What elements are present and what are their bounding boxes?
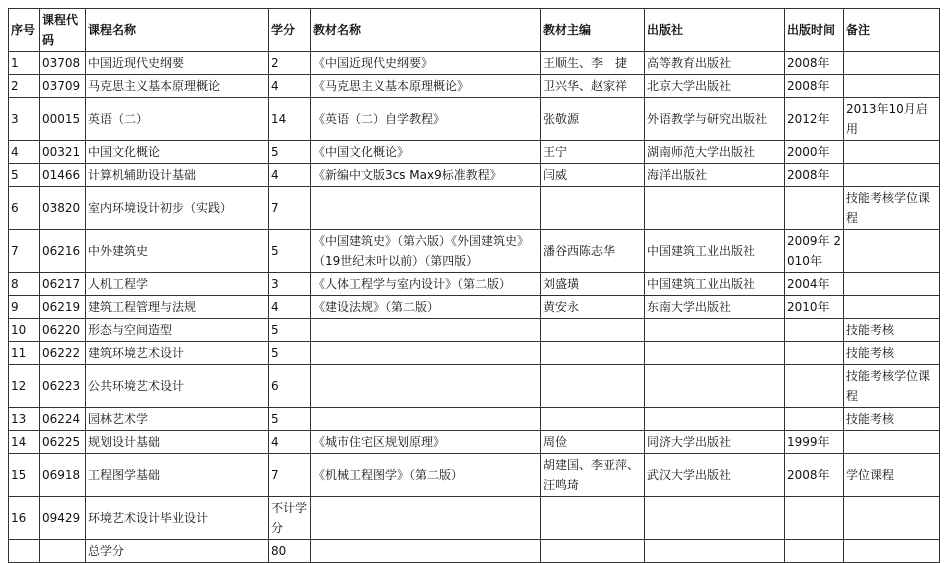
table-cell: 高等教育出版社	[645, 52, 785, 75]
table-cell: 《机械工程图学》（第二版）	[311, 454, 541, 497]
table-cell: 中外建筑史	[86, 230, 269, 273]
table-cell	[785, 497, 844, 540]
table-cell: 技能考核	[844, 408, 940, 431]
table-cell: 15	[9, 454, 40, 497]
table-cell: 湖南师范大学出版社	[645, 141, 785, 164]
table-cell: 12	[9, 365, 40, 408]
table-cell	[311, 497, 541, 540]
table-cell: 技能考核	[844, 319, 940, 342]
header-cell: 备注	[844, 9, 940, 52]
table-cell: 英语（二）	[86, 98, 269, 141]
table-cell	[785, 342, 844, 365]
table-cell: 3	[269, 273, 311, 296]
table-row	[9, 75, 940, 98]
table-cell: 2008年	[785, 52, 844, 75]
table-cell: 5	[9, 164, 40, 187]
table-cell	[844, 497, 940, 540]
table-cell: 14	[269, 98, 311, 141]
table-cell: 06220	[40, 319, 86, 342]
table-cell: 06225	[40, 431, 86, 454]
table-cell: 中国建筑工业出版社	[645, 273, 785, 296]
table-cell	[645, 408, 785, 431]
table-cell: 学位课程	[844, 454, 940, 497]
table-cell: 刘盛璜	[541, 273, 645, 296]
table-cell: 《建设法规》（第二版）	[311, 296, 541, 319]
table-cell: 《英语（二）自学教程》	[311, 98, 541, 141]
table-row	[9, 273, 940, 296]
table-row	[9, 296, 940, 319]
table-cell: 建筑环境艺术设计	[86, 342, 269, 365]
table-row	[9, 540, 940, 563]
table-cell: 06918	[40, 454, 86, 497]
table-cell: 8	[9, 273, 40, 296]
table-cell	[311, 408, 541, 431]
table-cell: 室内环境设计初步（实践）	[86, 187, 269, 230]
table-cell: 16	[9, 497, 40, 540]
header-cell: 教材主编	[541, 9, 645, 52]
table-cell: 2008年	[785, 164, 844, 187]
table-cell	[541, 342, 645, 365]
table-cell: 2013年10月启用	[844, 98, 940, 141]
table-cell: 《中国建筑史》（第六版）《外国建筑史》（19世纪末叶以前）（第四版）	[311, 230, 541, 273]
table-cell	[541, 319, 645, 342]
table-cell: 2	[269, 52, 311, 75]
table-cell: 3	[9, 98, 40, 141]
table-cell: 王顺生、李 捷	[541, 52, 645, 75]
table-cell: 《城市住宅区规划原理》	[311, 431, 541, 454]
table-row	[9, 408, 940, 431]
header-cell: 出版社	[645, 9, 785, 52]
table-cell: 黄安永	[541, 296, 645, 319]
table-cell: 2	[9, 75, 40, 98]
table-cell: 同济大学出版社	[645, 431, 785, 454]
table-cell: 10	[9, 319, 40, 342]
table-cell: 09429	[40, 497, 86, 540]
table-cell: 马克思主义基本原理概论	[86, 75, 269, 98]
table-cell: 06222	[40, 342, 86, 365]
table-row	[9, 187, 940, 230]
table-cell: 《人体工程学与室内设计》（第二版）	[311, 273, 541, 296]
table-cell: 建筑工程管理与法规	[86, 296, 269, 319]
table-cell: 规划设计基础	[86, 431, 269, 454]
table-cell: 01466	[40, 164, 86, 187]
table-cell: 2012年	[785, 98, 844, 141]
table-cell: 总学分	[86, 540, 269, 563]
table-cell: 5	[269, 141, 311, 164]
table-cell: 《马克思主义基本原理概论》	[311, 75, 541, 98]
table-cell: 6	[9, 187, 40, 230]
table-cell	[541, 365, 645, 408]
table-cell	[785, 408, 844, 431]
table-cell: 中国文化概论	[86, 141, 269, 164]
table-cell: 《中国近现代史纲要》	[311, 52, 541, 75]
table-row	[9, 98, 940, 141]
table-cell: 1999年	[785, 431, 844, 454]
header-cell: 学分	[269, 9, 311, 52]
header-cell: 课程代码	[40, 9, 86, 52]
table-cell: 03820	[40, 187, 86, 230]
table-cell: 9	[9, 296, 40, 319]
table-cell: 计算机辅助设计基础	[86, 164, 269, 187]
table-row	[9, 52, 940, 75]
table-cell: 5	[269, 319, 311, 342]
header-cell: 课程名称	[86, 9, 269, 52]
table-cell: 06216	[40, 230, 86, 273]
table-cell: 技能考核学位课程	[844, 365, 940, 408]
table-cell: 5	[269, 342, 311, 365]
table-cell: 06217	[40, 273, 86, 296]
table-cell	[785, 319, 844, 342]
table-cell	[844, 431, 940, 454]
table-cell: 北京大学出版社	[645, 75, 785, 98]
table-cell	[40, 540, 86, 563]
header-row	[9, 9, 940, 52]
table-cell	[844, 540, 940, 563]
table-row	[9, 365, 940, 408]
table-cell: 7	[9, 230, 40, 273]
table-cell: 形态与空间造型	[86, 319, 269, 342]
table-cell: 00321	[40, 141, 86, 164]
table-cell: 周俭	[541, 431, 645, 454]
table-cell: 03709	[40, 75, 86, 98]
table-cell	[645, 319, 785, 342]
table-row	[9, 230, 940, 273]
table-cell: 11	[9, 342, 40, 365]
header-cell: 教材名称	[311, 9, 541, 52]
table-cell	[844, 296, 940, 319]
table-cell: 闫威	[541, 164, 645, 187]
table-cell	[311, 319, 541, 342]
table-cell	[645, 497, 785, 540]
table-cell: 园林艺术学	[86, 408, 269, 431]
header-cell: 出版时间	[785, 9, 844, 52]
table-cell: 13	[9, 408, 40, 431]
table-cell: 2009年 2010年	[785, 230, 844, 273]
table-cell: 卫兴华、赵家祥	[541, 75, 645, 98]
table-cell	[844, 164, 940, 187]
table-cell: 2008年	[785, 454, 844, 497]
table-cell: 技能考核学位课程	[844, 187, 940, 230]
table-cell: 06224	[40, 408, 86, 431]
table-cell	[541, 497, 645, 540]
table-cell	[645, 187, 785, 230]
table-cell	[9, 540, 40, 563]
table-cell	[541, 540, 645, 563]
table-cell: 7	[269, 454, 311, 497]
table-cell: 2000年	[785, 141, 844, 164]
table-cell: 技能考核	[844, 342, 940, 365]
table-cell: 14	[9, 431, 40, 454]
table-row	[9, 141, 940, 164]
table-cell: 2004年	[785, 273, 844, 296]
table-cell	[785, 540, 844, 563]
table-cell: 《中国文化概论》	[311, 141, 541, 164]
table-cell	[311, 365, 541, 408]
table-cell: 06219	[40, 296, 86, 319]
table-cell: 中国建筑工业出版社	[645, 230, 785, 273]
table-row	[9, 497, 940, 540]
table-cell: 海洋出版社	[645, 164, 785, 187]
table-cell: 不计学分	[269, 497, 311, 540]
table-cell	[844, 141, 940, 164]
table-cell: 4	[269, 431, 311, 454]
table-row	[9, 431, 940, 454]
table-cell: 外语教学与研究出版社	[645, 98, 785, 141]
table-cell: 80	[269, 540, 311, 563]
table-cell	[844, 273, 940, 296]
table-cell	[541, 408, 645, 431]
table-cell: 中国近现代史纲要	[86, 52, 269, 75]
table-cell	[785, 365, 844, 408]
table-cell	[311, 187, 541, 230]
table-cell	[844, 52, 940, 75]
table-cell: 武汉大学出版社	[645, 454, 785, 497]
table-cell	[541, 187, 645, 230]
table-cell: 03708	[40, 52, 86, 75]
table-cell	[844, 75, 940, 98]
table-cell: 张敬源	[541, 98, 645, 141]
table-cell: 4	[269, 296, 311, 319]
table-cell: 2008年	[785, 75, 844, 98]
course-table	[8, 8, 940, 563]
table-cell	[645, 342, 785, 365]
table-cell: 公共环境艺术设计	[86, 365, 269, 408]
table-cell: 胡建国、李亚萍、汪鸣琦	[541, 454, 645, 497]
table-cell	[645, 365, 785, 408]
table-row	[9, 342, 940, 365]
table-cell: 4	[9, 141, 40, 164]
table-cell: 东南大学出版社	[645, 296, 785, 319]
table-cell: 《新编中文版3cs Max9标准教程》	[311, 164, 541, 187]
table-cell: 4	[269, 164, 311, 187]
table-cell: 环境艺术设计毕业设计	[86, 497, 269, 540]
header-cell: 序号	[9, 9, 40, 52]
table-row	[9, 319, 940, 342]
table-cell	[311, 540, 541, 563]
table-cell: 5	[269, 408, 311, 431]
table-cell: 潘谷西陈志华	[541, 230, 645, 273]
table-cell: 1	[9, 52, 40, 75]
table-cell	[645, 540, 785, 563]
table-cell: 00015	[40, 98, 86, 141]
table-cell: 4	[269, 75, 311, 98]
table-cell	[844, 230, 940, 273]
table-cell	[785, 187, 844, 230]
table-cell: 王宁	[541, 141, 645, 164]
table-cell: 7	[269, 187, 311, 230]
table-cell	[311, 342, 541, 365]
table-cell: 6	[269, 365, 311, 408]
table-cell: 5	[269, 230, 311, 273]
table-cell: 工程图学基础	[86, 454, 269, 497]
table-cell: 2010年	[785, 296, 844, 319]
table-row	[9, 164, 940, 187]
table-cell: 人机工程学	[86, 273, 269, 296]
table-row	[9, 454, 940, 497]
table-cell: 06223	[40, 365, 86, 408]
